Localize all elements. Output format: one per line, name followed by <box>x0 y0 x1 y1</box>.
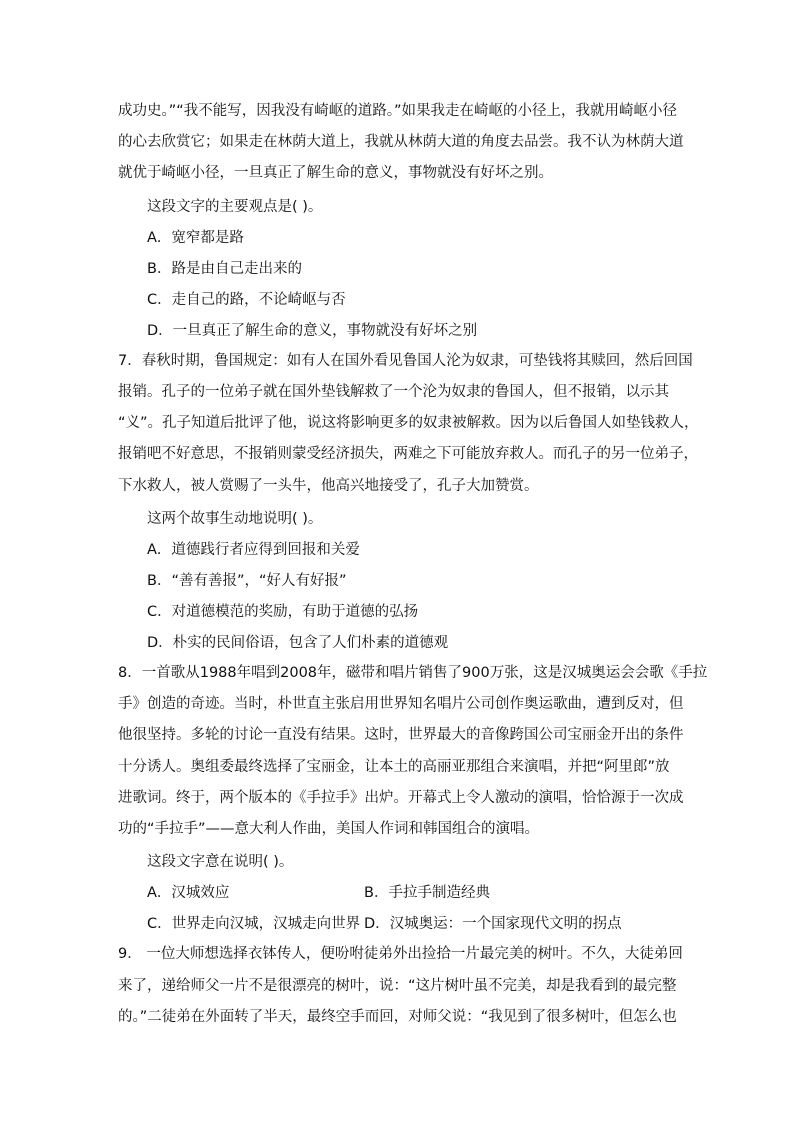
question-8-line: 他很坚持。多轮的讨论一直没有结果。这时，世界最大的音像跨国公司宝丽金开出的条件 <box>118 727 684 743</box>
option-c: C．走自己的路，不论崎岖与否 <box>147 292 346 308</box>
question-7-line: 报销。孔子的一位弟子就在国外垫钱解救了一个沦为奴隶的鲁国人，但不报销，以示其 <box>118 384 669 400</box>
question-9-line: 9． 一位大师想选择衣钵传人，便吩咐徒弟外出捡拾一片最完美的树叶。不久，大徒弟回 <box>118 946 683 962</box>
passage-line: 就优于崎岖小径，一旦真正了解生命的意义，事物就没有好坏之别。 <box>118 165 553 181</box>
question-prompt: 这两个故事生动地说明( )。 <box>147 511 323 527</box>
question-8-line: 功的“手拉手”——意大利人作曲，美国人作词和韩国组合的演唱。 <box>118 821 540 837</box>
passage-line: 的心去欣赏它；如果走在林荫大道上，我就从林荫大道的角度去品尝。我不认为林荫大道 <box>118 134 684 150</box>
question-7-line: 报销吧不好意思，不报销则蒙受经济损失，两难之下可能放弃救人。而孔子的另一位弟子， <box>118 446 698 462</box>
passage-line: 成功史。”“我不能写，因我没有崎岖的道路。”如果我走在崎岖的小径上，我就用崎岖小径 <box>118 103 678 119</box>
option-b: B．手拉手制造经典 <box>364 885 490 901</box>
option-d: D．朴实的民间俗语，包含了人们朴素的道德观 <box>147 635 449 651</box>
question-8-line: 进歌词。终于，两个版本的《手拉手》出炉。开幕式上令人激动的演唱，恰恰源于一次成 <box>118 790 684 806</box>
question-8-line: 8．一首歌从1988年唱到2008年，磁带和唱片销售了900万张，这是汉城奥运会会歌《手拉 <box>118 665 708 681</box>
option-a: A．宽窄都是路 <box>147 230 244 246</box>
option-b: B．路是由自己走出来的 <box>147 261 302 277</box>
option-d: D．汉城奥运：一个国家现代文明的拐点 <box>364 916 622 932</box>
option-a: A．道德践行者应得到回报和关爱 <box>147 542 360 558</box>
question-9-line: 的。”二徒弟在外面转了半天，最终空手而回，对师父说：“我见到了很多树叶，但怎么也 <box>118 1009 677 1025</box>
question-8-line: 手》创造的奇迹。当时，朴世直主张启用世界知名唱片公司创作奥运歌曲，遭到反对，但 <box>118 696 684 712</box>
option-a: A．汉城效应 <box>147 885 230 901</box>
question-7-line: 7．春秋时期，鲁国规定：如有人在国外看见鲁国人沦为奴隶，可垫钱将其赎回，然后回国 <box>118 353 693 369</box>
question-8-line: 十分诱人。奥组委最终选择了宝丽金，让本土的高丽亚那组合来演唱，并把“阿里郎”放 <box>118 759 670 775</box>
option-c: C．对道德模范的奖励，有助于道德的弘扬 <box>147 604 419 620</box>
option-c: C．世界走向汉城，汉城走向世界 <box>147 916 361 932</box>
question-prompt: 这段文字意在说明( )。 <box>147 854 294 870</box>
option-d: D．一旦真正了解生命的意义，事物就没有好坏之别 <box>147 323 478 339</box>
question-prompt: 这段文字的主要观点是( )。 <box>147 199 323 215</box>
question-7-line: “义”。孔子知道后批评了他，说这将影响更多的奴隶被解救。因为以后鲁国人如垫钱救人， <box>118 415 699 431</box>
question-7-line: 下水救人，被人赏赐了一头牛，他高兴地接受了，孔子大加赞赏。 <box>118 478 539 494</box>
option-b: B．“善有善报”，“好人有好报” <box>147 573 347 589</box>
question-9-line: 来了，递给师父一片不是很漂亮的树叶，说：“这片树叶虽不完美，却是我看到的最完整 <box>118 978 677 994</box>
